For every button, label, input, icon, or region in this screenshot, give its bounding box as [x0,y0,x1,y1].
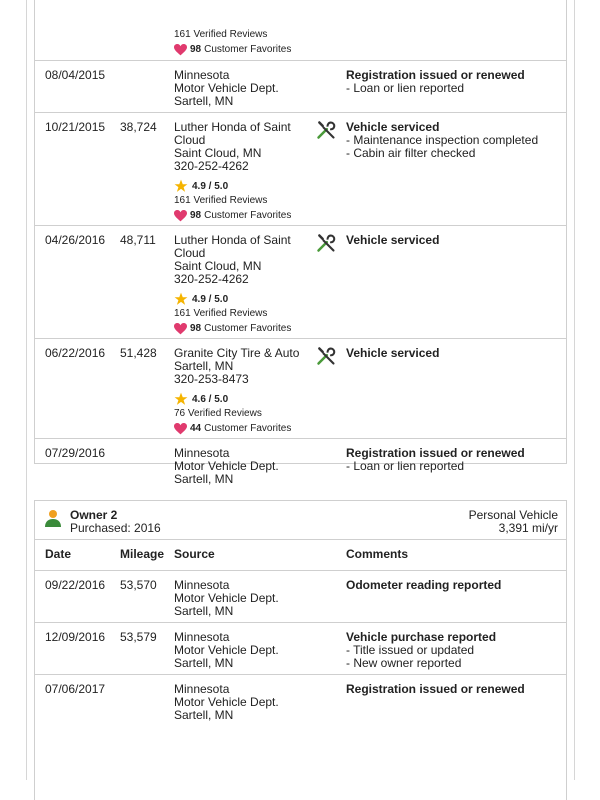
owner2-history-card [34,500,567,800]
row-source: Minnesota Motor Vehicle Dept. Sartell, MN [174,682,279,722]
dealer-link[interactable]: Granite City Tire & Auto [174,346,300,360]
customer-favorites[interactable]: 98 Customer Favorites [174,209,306,222]
heart-icon [174,44,187,56]
dealer-rating: 4.9 / 5.0 [174,179,306,193]
col-source: Source [174,547,215,561]
owner1-history-card [34,0,567,486]
row-comments: Registration issued or renewed - Loan or lien reported [346,68,525,95]
history-row [35,675,566,735]
history-row [35,113,566,226]
wrench-screwdriver-icon [316,346,336,369]
star-icon [174,179,188,193]
row-date: 07/29/2016 [45,446,106,460]
verified-reviews[interactable]: 161 Verified Reviews [174,29,268,40]
customer-favorites[interactable] [174,43,306,56]
star-icon [174,292,188,306]
row-source: Minnesota Motor Vehicle Dept. Sartell, MN [174,446,279,486]
row-comments: Registration issued or renewed [346,682,525,696]
row-comments: Vehicle serviced - Maintenance inspection completed - Cabin air filter checked [346,120,539,160]
row-source: Luther Honda of Saint Cloud Saint Cloud, MN 320-252-4262 4.9 / 5.0 161 Verified Reviews 98 Customer Favorites [174,121,306,222]
row-comments: Registration issued or renewed - Loan or lien reported [346,446,525,473]
row-comments: Vehicle serviced [346,346,440,360]
owner-purchased: Purchased: 2016 [70,521,161,535]
row-source: Minnesota Motor Vehicle Dept. Sartell, MN [174,68,279,108]
history-row [35,439,566,491]
verified-reviews[interactable]: 76 Verified Reviews [174,408,262,419]
wrench-screwdriver-icon [316,120,336,143]
verified-reviews[interactable]: 161 Verified Reviews [174,308,268,319]
row-date: 10/21/2015 [45,120,106,134]
dealer-link[interactable]: Luther Honda of Saint [174,233,291,247]
page-left-rule [26,0,27,780]
row-date: 08/04/2015 [45,68,106,82]
col-comments: Comments [346,547,409,561]
usage-rate: 3,391 mi/yr [498,521,558,535]
favorites-count: 98 [190,44,202,55]
row-mileage: 53,579 [120,630,157,644]
row-mileage: 51,428 [120,346,157,360]
row-comments: Odometer reading reported [346,578,502,592]
row-date: 06/22/2016 [45,346,106,360]
page-right-rule [574,0,575,780]
row-date: 04/26/2016 [45,233,106,247]
star-icon [174,392,188,406]
owner-header [35,501,566,540]
row-date: 12/09/2016 [45,630,106,644]
dealer-link[interactable]: Luther Honda of Saint [174,120,291,134]
customer-favorites[interactable]: 44 Customer Favorites [174,422,306,435]
row-mileage: 38,724 [120,120,157,134]
history-row [35,0,566,61]
history-row [35,61,566,113]
row-mileage: 53,570 [120,578,157,592]
row-date: 09/22/2016 [45,578,106,592]
row-date: 07/06/2017 [45,682,106,696]
history-row [35,339,566,439]
row-source: Minnesota Motor Vehicle Dept. Sartell, MN [174,630,279,670]
verified-reviews[interactable]: 161 Verified Reviews [174,195,268,206]
favorites-label: Customer Favorites [204,44,292,55]
heart-icon [174,423,187,435]
row-source: Minnesota Motor Vehicle Dept. Sartell, MN [174,578,279,618]
heart-icon [174,323,187,335]
row-comments: Vehicle purchase reported - Title issued or updated - New owner reported [346,630,497,670]
row-mileage: 48,711 [120,233,156,247]
dealer-rating: 4.6 / 5.0 [174,392,306,406]
vehicle-type: Personal Vehicle [468,508,558,522]
heart-icon [174,210,187,222]
history-row [35,623,566,675]
owner-title: Owner 2 [70,508,118,522]
customer-favorites[interactable]: 98 Customer Favorites [174,322,306,335]
history-row [35,226,566,339]
wrench-screwdriver-icon [316,233,336,256]
col-mileage: Mileage [120,547,165,561]
owner-person-icon [45,509,61,527]
col-date: Date [45,547,72,561]
row-comments: Vehicle serviced [346,233,440,247]
row-source: Luther Honda of Saint Cloud Saint Cloud, MN 320-252-4262 4.9 / 5.0 161 Verified Reviews 98 Customer Favorites [174,234,306,335]
dealer-rating: 4.9 / 5.0 [174,292,306,306]
history-row [35,571,566,623]
row-source: Granite City Tire & Auto Sartell, MN 320-253-8473 4.6 / 5.0 76 Verified Reviews 44 Customer Favorites [174,347,306,435]
table-header [35,540,566,571]
